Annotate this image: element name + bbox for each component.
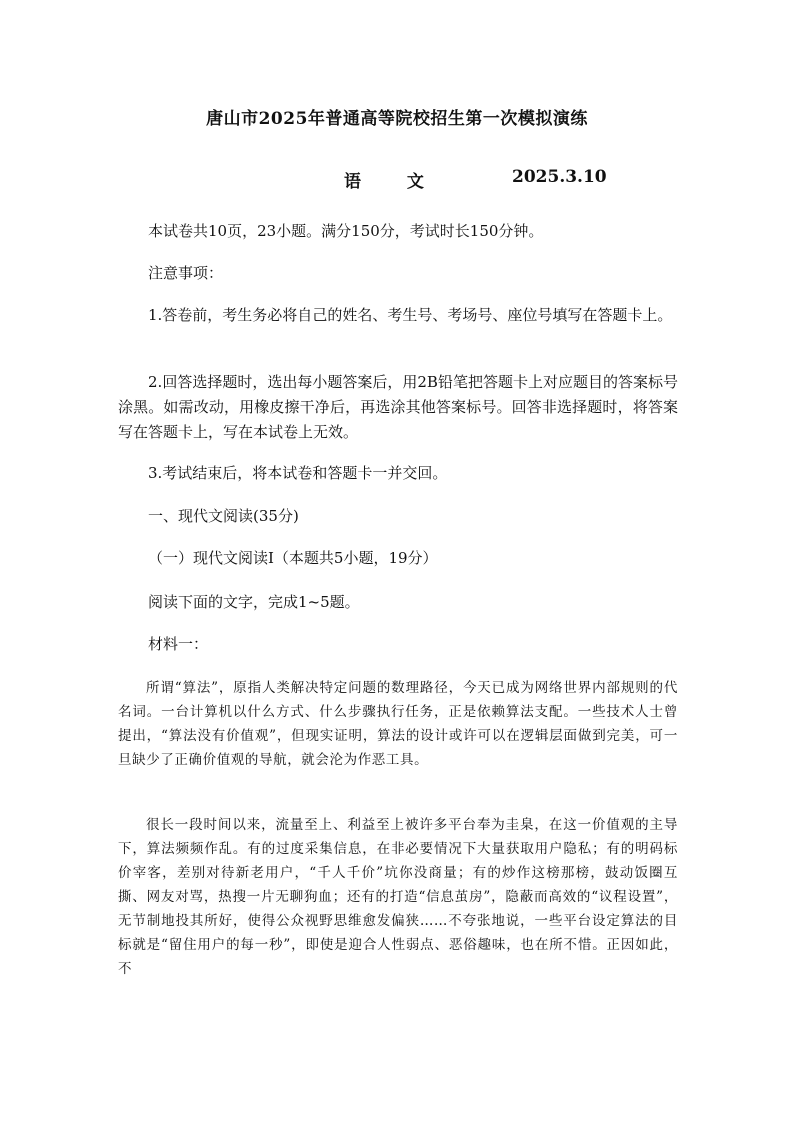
subject-label: 语 文	[344, 172, 444, 192]
material-label: 材料一：	[148, 635, 209, 653]
exam-title: 唐山市2025年普通高等院校招生第一次模拟演练	[206, 109, 588, 129]
notice-heading: 注意事项：	[148, 264, 224, 282]
reading-direction: 阅读下面的文字，完成1~5题。	[148, 593, 360, 611]
exam-date: 2025.3.10	[512, 167, 607, 187]
notice-item-2: 2.回答选择题时，选出每小题答案后，用2B铅笔把答题卡上对应题目的答案标号涂黑。如需改动，用橡皮擦干净后，再选涂其他答案标号。回答非选择题时，将答案写在答题卡上，写在本试卷上无效。	[118, 373, 678, 441]
notice-item-3: 3.考试结束后，将本试卷和答题卡一并交回。	[148, 464, 448, 482]
exam-summary: 本试卷共10页，23小题。满分150分，考试时长150分钟。	[148, 222, 544, 240]
notice-item-1: 1.答卷前，考生务必将自己的姓名、考生号、考场号、座位号填写在答题卡上。	[148, 306, 673, 324]
section-heading: 一、现代文阅读(35分)	[148, 507, 299, 525]
section-subheading: （一）现代文阅读Ⅰ（本题共5小题，19分）	[148, 549, 438, 567]
passage-paragraph-2: 很长一段时间以来，流量至上、利益至上被许多平台奉为圭臬，在这一价值观的主导下，算法频频作乱。有的过度采集信息，在非必要情况下大量获取用户隐私；有的明码标价宰客，差别对待新老用户，“千人千价”坑你没商量；有的炒作这榜那榜，鼓动饭圈互撕、网友对骂，热搜一片无聊狗血；还有的打造“信息茧房”，隐蔽而高效的“议程设置”，无节制地投其所好，使得公众视野思维愈发偏狭……不夸张地说，一些平台设定算法的目标就是“留住用户的每一秒”，即使是迎合人性弱点、恶俗趣味，也在所不惜。正因如此，不	[118, 817, 678, 977]
passage-paragraph-1: 所谓“算法”，原指人类解决特定问题的数理路径，今天已成为网络世界内部规则的代名词。一台计算机以什么方式、什么步骤执行任务，正是依赖算法支配。一些技术人士曾提出，“算法没有价值观”，但现实证明，算法的设计或许可以在逻辑层面做到完美，可一旦缺少了正确价值观的导航，就会沦为作恶工具。	[118, 680, 678, 768]
